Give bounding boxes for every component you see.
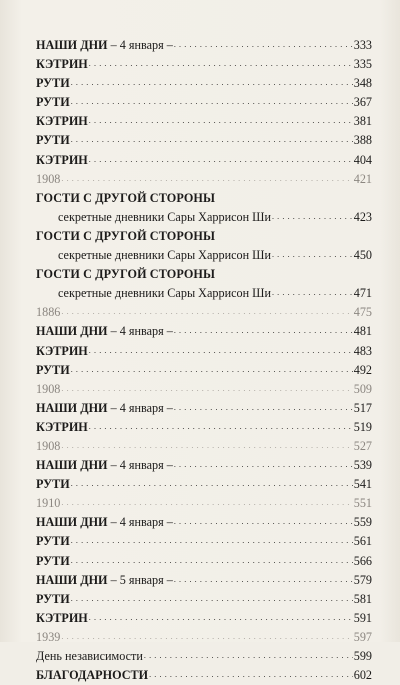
dot-leader bbox=[174, 454, 353, 474]
toc-entry-chapter: НАШИ ДНИ bbox=[36, 324, 108, 339]
dot-leader bbox=[174, 397, 353, 417]
toc-page-number: 591 bbox=[353, 610, 372, 625]
toc-entry-title bbox=[36, 303, 60, 322]
dot-leader bbox=[89, 53, 353, 73]
toc-entry-chapter: 1939 bbox=[36, 629, 61, 644]
toc-page-number: 579 bbox=[353, 572, 372, 587]
dot-leader bbox=[61, 168, 352, 188]
toc-page-number: 559 bbox=[353, 515, 372, 530]
toc-entry-chapter: НАШИ ДНИ bbox=[36, 38, 108, 52]
dot-leader bbox=[149, 664, 353, 684]
toc-entry-chapter: НАШИ ДНИ bbox=[36, 458, 108, 473]
toc-entry-chapter: РУТИ bbox=[36, 553, 70, 568]
toc-entry bbox=[36, 208, 372, 227]
toc-page-number: 475 bbox=[353, 305, 372, 320]
toc-page-number: 388 bbox=[353, 133, 372, 148]
toc-entry-title bbox=[36, 552, 70, 571]
toc-page-number: 381 bbox=[353, 114, 372, 129]
toc-entry-chapter: КЭТРИН bbox=[36, 57, 88, 72]
toc-entry-chapter: КЭТРИН bbox=[36, 114, 88, 129]
toc-entry-chapter: РУТИ bbox=[36, 591, 70, 606]
dot-leader bbox=[71, 550, 353, 570]
toc-page-number: 517 bbox=[353, 400, 372, 415]
dot-leader bbox=[71, 530, 353, 550]
dot-leader bbox=[61, 301, 352, 321]
toc-entry-title bbox=[36, 532, 70, 551]
toc-entry-title bbox=[36, 380, 60, 399]
toc-page-number: 566 bbox=[353, 553, 372, 568]
toc-entry-subtitle: секретные дневники Сары Харрисон Ши bbox=[58, 209, 271, 224]
toc-page-number: 551 bbox=[353, 496, 372, 511]
toc-page-number: 450 bbox=[353, 248, 372, 263]
dot-leader bbox=[61, 378, 352, 398]
toc-page-number: 483 bbox=[353, 343, 372, 358]
toc-page-number: 519 bbox=[353, 419, 372, 434]
toc-entry-title bbox=[36, 227, 215, 246]
toc-entry-subtitle: День независимости bbox=[36, 649, 143, 663]
toc-entry-chapter: КЭТРИН bbox=[36, 152, 88, 167]
dot-leader bbox=[174, 511, 353, 531]
toc-page-number: 541 bbox=[353, 477, 372, 492]
toc-entry-title bbox=[36, 170, 60, 189]
toc-entry bbox=[36, 666, 372, 685]
dot-leader bbox=[71, 359, 353, 379]
toc-entry-subtitle: – 4 января – bbox=[107, 400, 173, 415]
toc-entry-title bbox=[36, 131, 70, 150]
toc-page-number: 348 bbox=[353, 76, 372, 91]
toc-page-number: 509 bbox=[353, 381, 372, 396]
toc-page-number: 367 bbox=[353, 95, 372, 110]
toc-page-number: 335 bbox=[353, 57, 372, 72]
toc-entry-subtitle: секретные дневники Сары Харрисон Ши bbox=[58, 286, 271, 301]
toc-entry-chapter: РУТИ bbox=[36, 133, 70, 148]
dot-leader bbox=[71, 91, 353, 111]
dot-leader bbox=[174, 320, 353, 340]
toc-entry bbox=[36, 170, 372, 189]
toc-entry-subtitle: ГОСТИ С ДРУГОЙ СТОРОНЫ bbox=[36, 228, 216, 243]
toc-entry-title bbox=[36, 189, 215, 208]
toc-entry-title bbox=[36, 647, 143, 666]
toc-entry-subtitle: – 4 января – bbox=[107, 324, 173, 339]
toc-entry-chapter: КЭТРИН bbox=[36, 610, 88, 625]
toc-entry-title bbox=[36, 628, 60, 647]
toc-entry-title bbox=[36, 93, 70, 112]
toc-entry-chapter: 1908 bbox=[36, 171, 61, 186]
toc-entry-chapter: РУТИ bbox=[36, 477, 70, 492]
toc-page-number: 527 bbox=[353, 438, 372, 453]
dot-leader bbox=[89, 340, 353, 360]
toc-entry-subtitle: – 4 января – bbox=[107, 38, 173, 52]
toc-entry-title bbox=[36, 590, 70, 609]
toc-entry-subtitle: ГОСТИ С ДРУГОЙ СТОРОНЫ bbox=[36, 267, 216, 282]
toc-page-number: 597 bbox=[353, 629, 372, 644]
dot-leader bbox=[272, 282, 353, 302]
toc-entry bbox=[36, 246, 372, 265]
toc-entry-chapter: РУТИ bbox=[36, 362, 70, 377]
toc-entry-subtitle: – 4 января – bbox=[107, 458, 173, 473]
toc-entry-chapter: 1910 bbox=[36, 496, 61, 511]
toc-page-number: 492 bbox=[353, 362, 372, 377]
toc-entry-subtitle: – 5 января – bbox=[107, 572, 173, 587]
toc-page-number: 423 bbox=[353, 209, 372, 224]
dot-leader bbox=[71, 588, 353, 608]
toc-entry-subtitle: – 4 января – bbox=[107, 515, 173, 530]
toc-entry-chapter: 1908 bbox=[36, 438, 61, 453]
toc-page-number: 602 bbox=[353, 668, 372, 683]
toc-page-number: 581 bbox=[353, 591, 372, 606]
toc-entry-chapter: КЭТРИН bbox=[36, 343, 88, 358]
toc-page-number: 404 bbox=[353, 152, 372, 167]
dot-leader bbox=[71, 129, 353, 149]
toc-entry-chapter: НАШИ ДНИ bbox=[36, 572, 108, 587]
toc-entry-chapter: БЛАГОДАРНОСТИ bbox=[36, 668, 149, 683]
dot-leader bbox=[89, 110, 353, 130]
dot-leader bbox=[71, 72, 353, 92]
toc-entry-title bbox=[36, 666, 148, 685]
toc-entry-chapter: НАШИ ДНИ bbox=[36, 400, 108, 415]
toc-entry-chapter: НАШИ ДНИ bbox=[36, 515, 108, 530]
dot-leader bbox=[61, 626, 352, 646]
dot-leader bbox=[144, 645, 353, 665]
toc-entry-title bbox=[36, 74, 70, 93]
toc-page-number: 561 bbox=[353, 534, 372, 549]
toc-page-number: 333 bbox=[353, 38, 372, 52]
toc-entry-chapter: РУТИ bbox=[36, 534, 70, 549]
dot-leader bbox=[272, 206, 353, 226]
dot-leader bbox=[71, 473, 353, 493]
toc-page-number: 471 bbox=[353, 286, 372, 301]
toc-entry-title bbox=[58, 246, 271, 265]
dot-leader bbox=[89, 149, 353, 169]
dot-leader bbox=[61, 435, 352, 455]
toc-entry-chapter: РУТИ bbox=[36, 95, 70, 110]
toc-page-number: 481 bbox=[353, 324, 372, 339]
table-of-contents bbox=[36, 36, 372, 685]
toc-entry-chapter: 1908 bbox=[36, 381, 61, 396]
toc-entry-chapter: 1886 bbox=[36, 305, 61, 320]
dot-leader bbox=[89, 607, 353, 627]
toc-entry-chapter: РУТИ bbox=[36, 76, 70, 91]
toc-entry-subtitle: ГОСТИ С ДРУГОЙ СТОРОНЫ bbox=[36, 190, 216, 205]
toc-page-number: 599 bbox=[353, 649, 372, 663]
toc-entry-chapter: КЭТРИН bbox=[36, 419, 88, 434]
dot-leader bbox=[89, 416, 353, 436]
dot-leader bbox=[174, 34, 353, 54]
toc-entry-title bbox=[58, 208, 271, 227]
toc-entry-subtitle: секретные дневники Сары Харрисон Ши bbox=[58, 248, 271, 263]
toc-entry-title bbox=[36, 437, 60, 456]
dot-leader bbox=[272, 244, 353, 264]
toc-entry-title bbox=[36, 265, 215, 284]
toc-page-number: 539 bbox=[353, 458, 372, 473]
dot-leader bbox=[61, 492, 352, 512]
dot-leader bbox=[174, 569, 353, 589]
toc-page-number: 421 bbox=[353, 171, 372, 186]
toc-entry-title bbox=[36, 494, 60, 513]
